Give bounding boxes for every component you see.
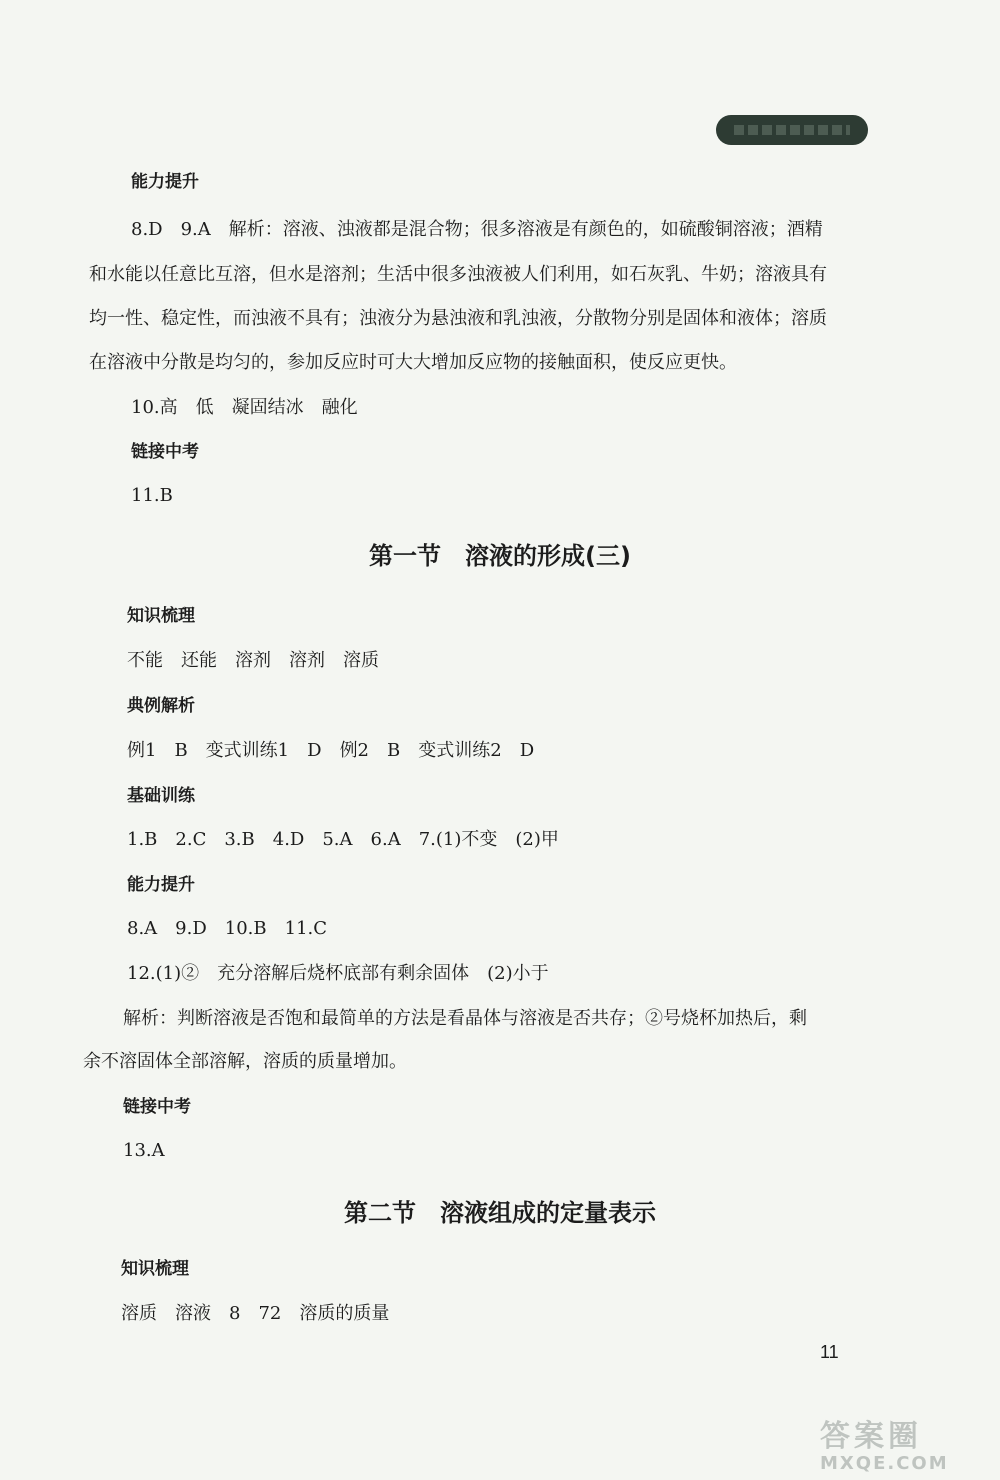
ability-answers-2: 12.(1)② 充分溶解后烧杯底部有剩余固体 (2)小于 [127,963,549,984]
answer-line-6: 11.B [131,485,173,506]
watermark-top: 答案圈 [820,1419,922,1454]
example-answers: 例1 B 变式训练1 D 例2 B 变式训练2 D [127,740,535,761]
heading-knowledge-2: 知识梳理 [121,1259,189,1279]
page-number: 11 [820,1342,839,1362]
chapter-tab-label [734,125,850,135]
heading-examples: 典例解析 [127,696,195,716]
ability-answers-1: 8.A 9.D 10.B 11.C [127,918,328,939]
knowledge-answers-2: 溶质 溶液 8 72 溶质的质量 [121,1303,390,1324]
chapter-tab [716,115,868,145]
basic-answers: 1.B 2.C 3.B 4.D 5.A 6.A 7.(1)不变 (2)甲 [127,829,559,850]
knowledge-answers-1: 不能 还能 溶剂 溶剂 溶质 [127,650,379,671]
answer-line-1: 8.D 9.A 解析：溶液、浊液都是混合物；很多溶液是有颜色的，如硫酸铜溶液；酒精 [131,219,823,240]
watermark-bottom: MXQE.COM [820,1453,949,1474]
heading-ability-1: 能力提升 [131,172,199,192]
heading-ability-2: 能力提升 [127,875,195,895]
answer-line-2: 和水能以任意比互溶，但水是溶剂；生活中很多浊液被人们利用，如石灰乳、牛奶；溶液具有 [89,264,827,285]
answer-line-5: 10.高 低 凝固结冰 融化 [131,397,358,418]
answer-line-3: 均一性、稳定性，而浊液不具有；浊液分为悬浊液和乳浊液，分散物分别是固体和液体；溶质 [89,308,827,329]
analysis-line-1: 解析：判断溶液是否饱和最简单的方法是看晶体与溶液是否共存；②号烧杯加热后，剩 [123,1008,807,1029]
heading-link-2: 链接中考 [123,1097,191,1117]
section-title-2: 第二节 溶液组成的定量表示 [344,1199,656,1227]
heading-basic: 基础训练 [127,786,195,806]
answer-line-4: 在溶液中分散是均匀的，参加反应时可大大增加反应物的接触面积，使反应更快。 [89,352,737,373]
analysis-line-2: 余不溶固体全部溶解，溶质的质量增加。 [83,1051,407,1072]
heading-link-1: 链接中考 [131,442,199,462]
section-title-1: 第一节 溶液的形成(三) [369,542,631,570]
watermark-logo [820,1420,990,1475]
heading-knowledge-1: 知识梳理 [127,606,195,626]
link-answer-2: 13.A [123,1140,165,1161]
